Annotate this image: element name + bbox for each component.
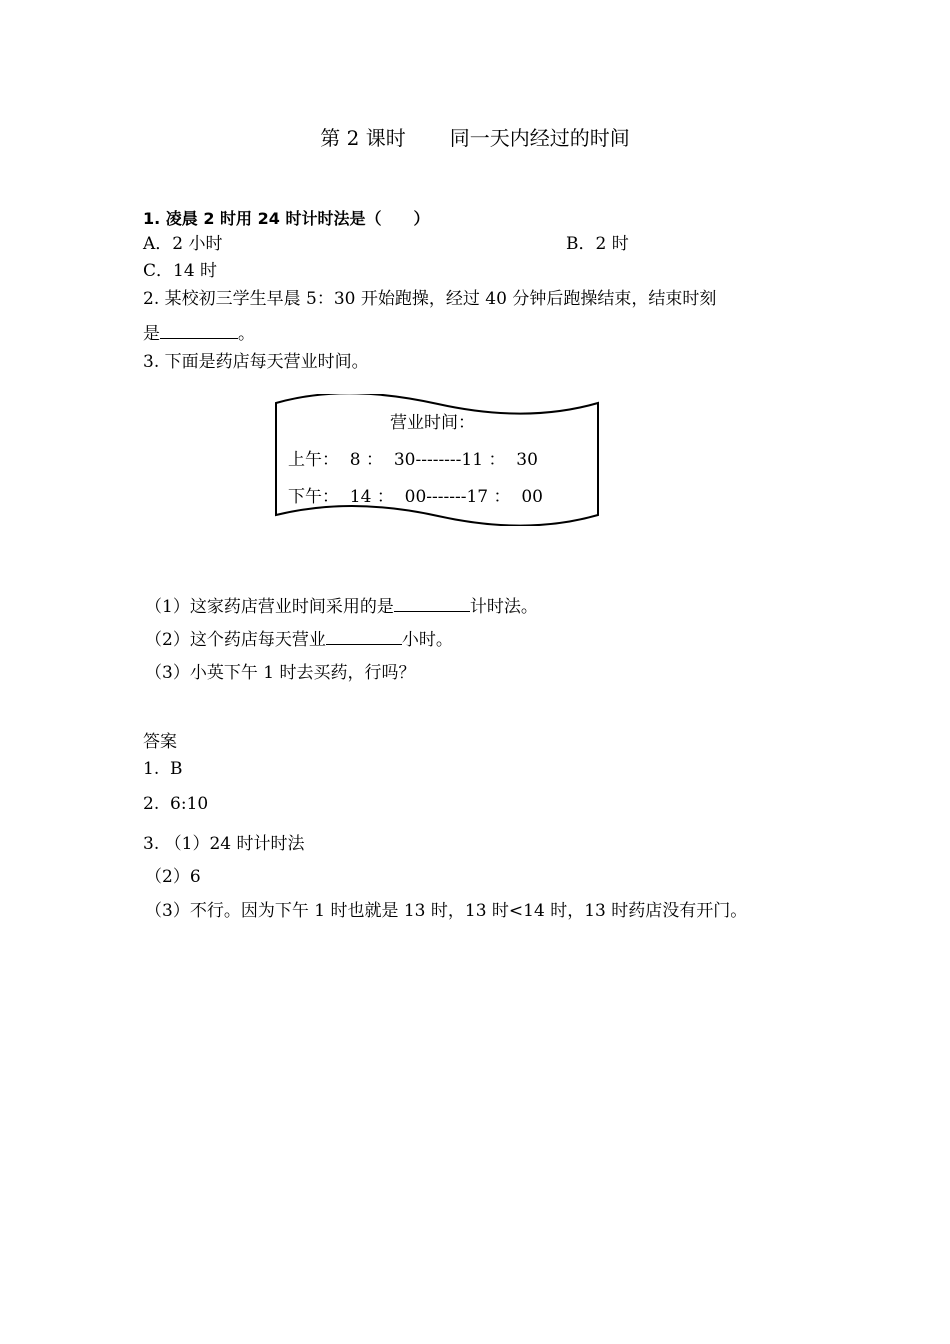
sub-1-suffix: 计时法。 bbox=[469, 597, 538, 617]
question-1-option-a: A．2 小时 bbox=[143, 234, 223, 254]
question-3-sub-1 bbox=[145, 595, 538, 618]
sub-2-prefix: （2）这个药店每天营业 bbox=[145, 630, 326, 650]
sub-1-prefix: （1）这家药店营业时间采用的是 bbox=[145, 597, 394, 617]
question-1-option-c: C．14 时 bbox=[143, 261, 218, 281]
notice-heading: 营业时间： bbox=[390, 413, 475, 433]
question-2-suffix: 。 bbox=[238, 324, 255, 344]
question-2-prefix: 是 bbox=[143, 324, 160, 344]
lesson-topic: 同一天内经过的时间 bbox=[449, 126, 630, 150]
question-2-line-2 bbox=[143, 322, 255, 345]
answer-1: 1. B bbox=[143, 759, 183, 779]
lesson-number: 第 2 课时 bbox=[320, 126, 406, 150]
page-title bbox=[0, 124, 950, 152]
notice-morning-hours: 上午： 8 ： 30--------11 ： 30 bbox=[288, 450, 538, 470]
answer-2: 2. 6:10 bbox=[143, 794, 209, 814]
answers-heading: 答案 bbox=[143, 732, 177, 752]
question-1-option-b: B．2 时 bbox=[566, 234, 629, 254]
question-3-sub-2 bbox=[145, 628, 453, 651]
question-3-sub-3: （3）小英下午 1 时去买药，行吗？ bbox=[145, 663, 416, 683]
question-2-line-1: 2. 某校初三学生早晨 5：30 开始跑操，经过 40 分钟后跑操结束，结束时刻 bbox=[143, 289, 717, 309]
answer-3-part-3: （3）不行。因为下午 1 时也就是 13 时，13 时<14 时，13 时药店没有开门。 bbox=[145, 901, 748, 921]
question-3-stem: 3. 下面是药店每天营业时间。 bbox=[143, 352, 369, 372]
answer-blank[interactable] bbox=[160, 322, 238, 339]
business-hours-notice bbox=[274, 394, 602, 526]
answer-blank[interactable] bbox=[326, 628, 402, 645]
answer-3-part-2: （2）6 bbox=[145, 867, 201, 887]
question-1-stem: 1. 凌晨 2 时用 24 时计时法是（ ） bbox=[143, 209, 430, 228]
sub-2-suffix: 小时。 bbox=[401, 630, 453, 650]
answer-3-part-1: 3. （1）24 时计时法 bbox=[143, 834, 305, 854]
answer-blank[interactable] bbox=[394, 595, 470, 612]
notice-afternoon-hours: 下午： 14 ： 00-------17 ： 00 bbox=[288, 487, 543, 507]
